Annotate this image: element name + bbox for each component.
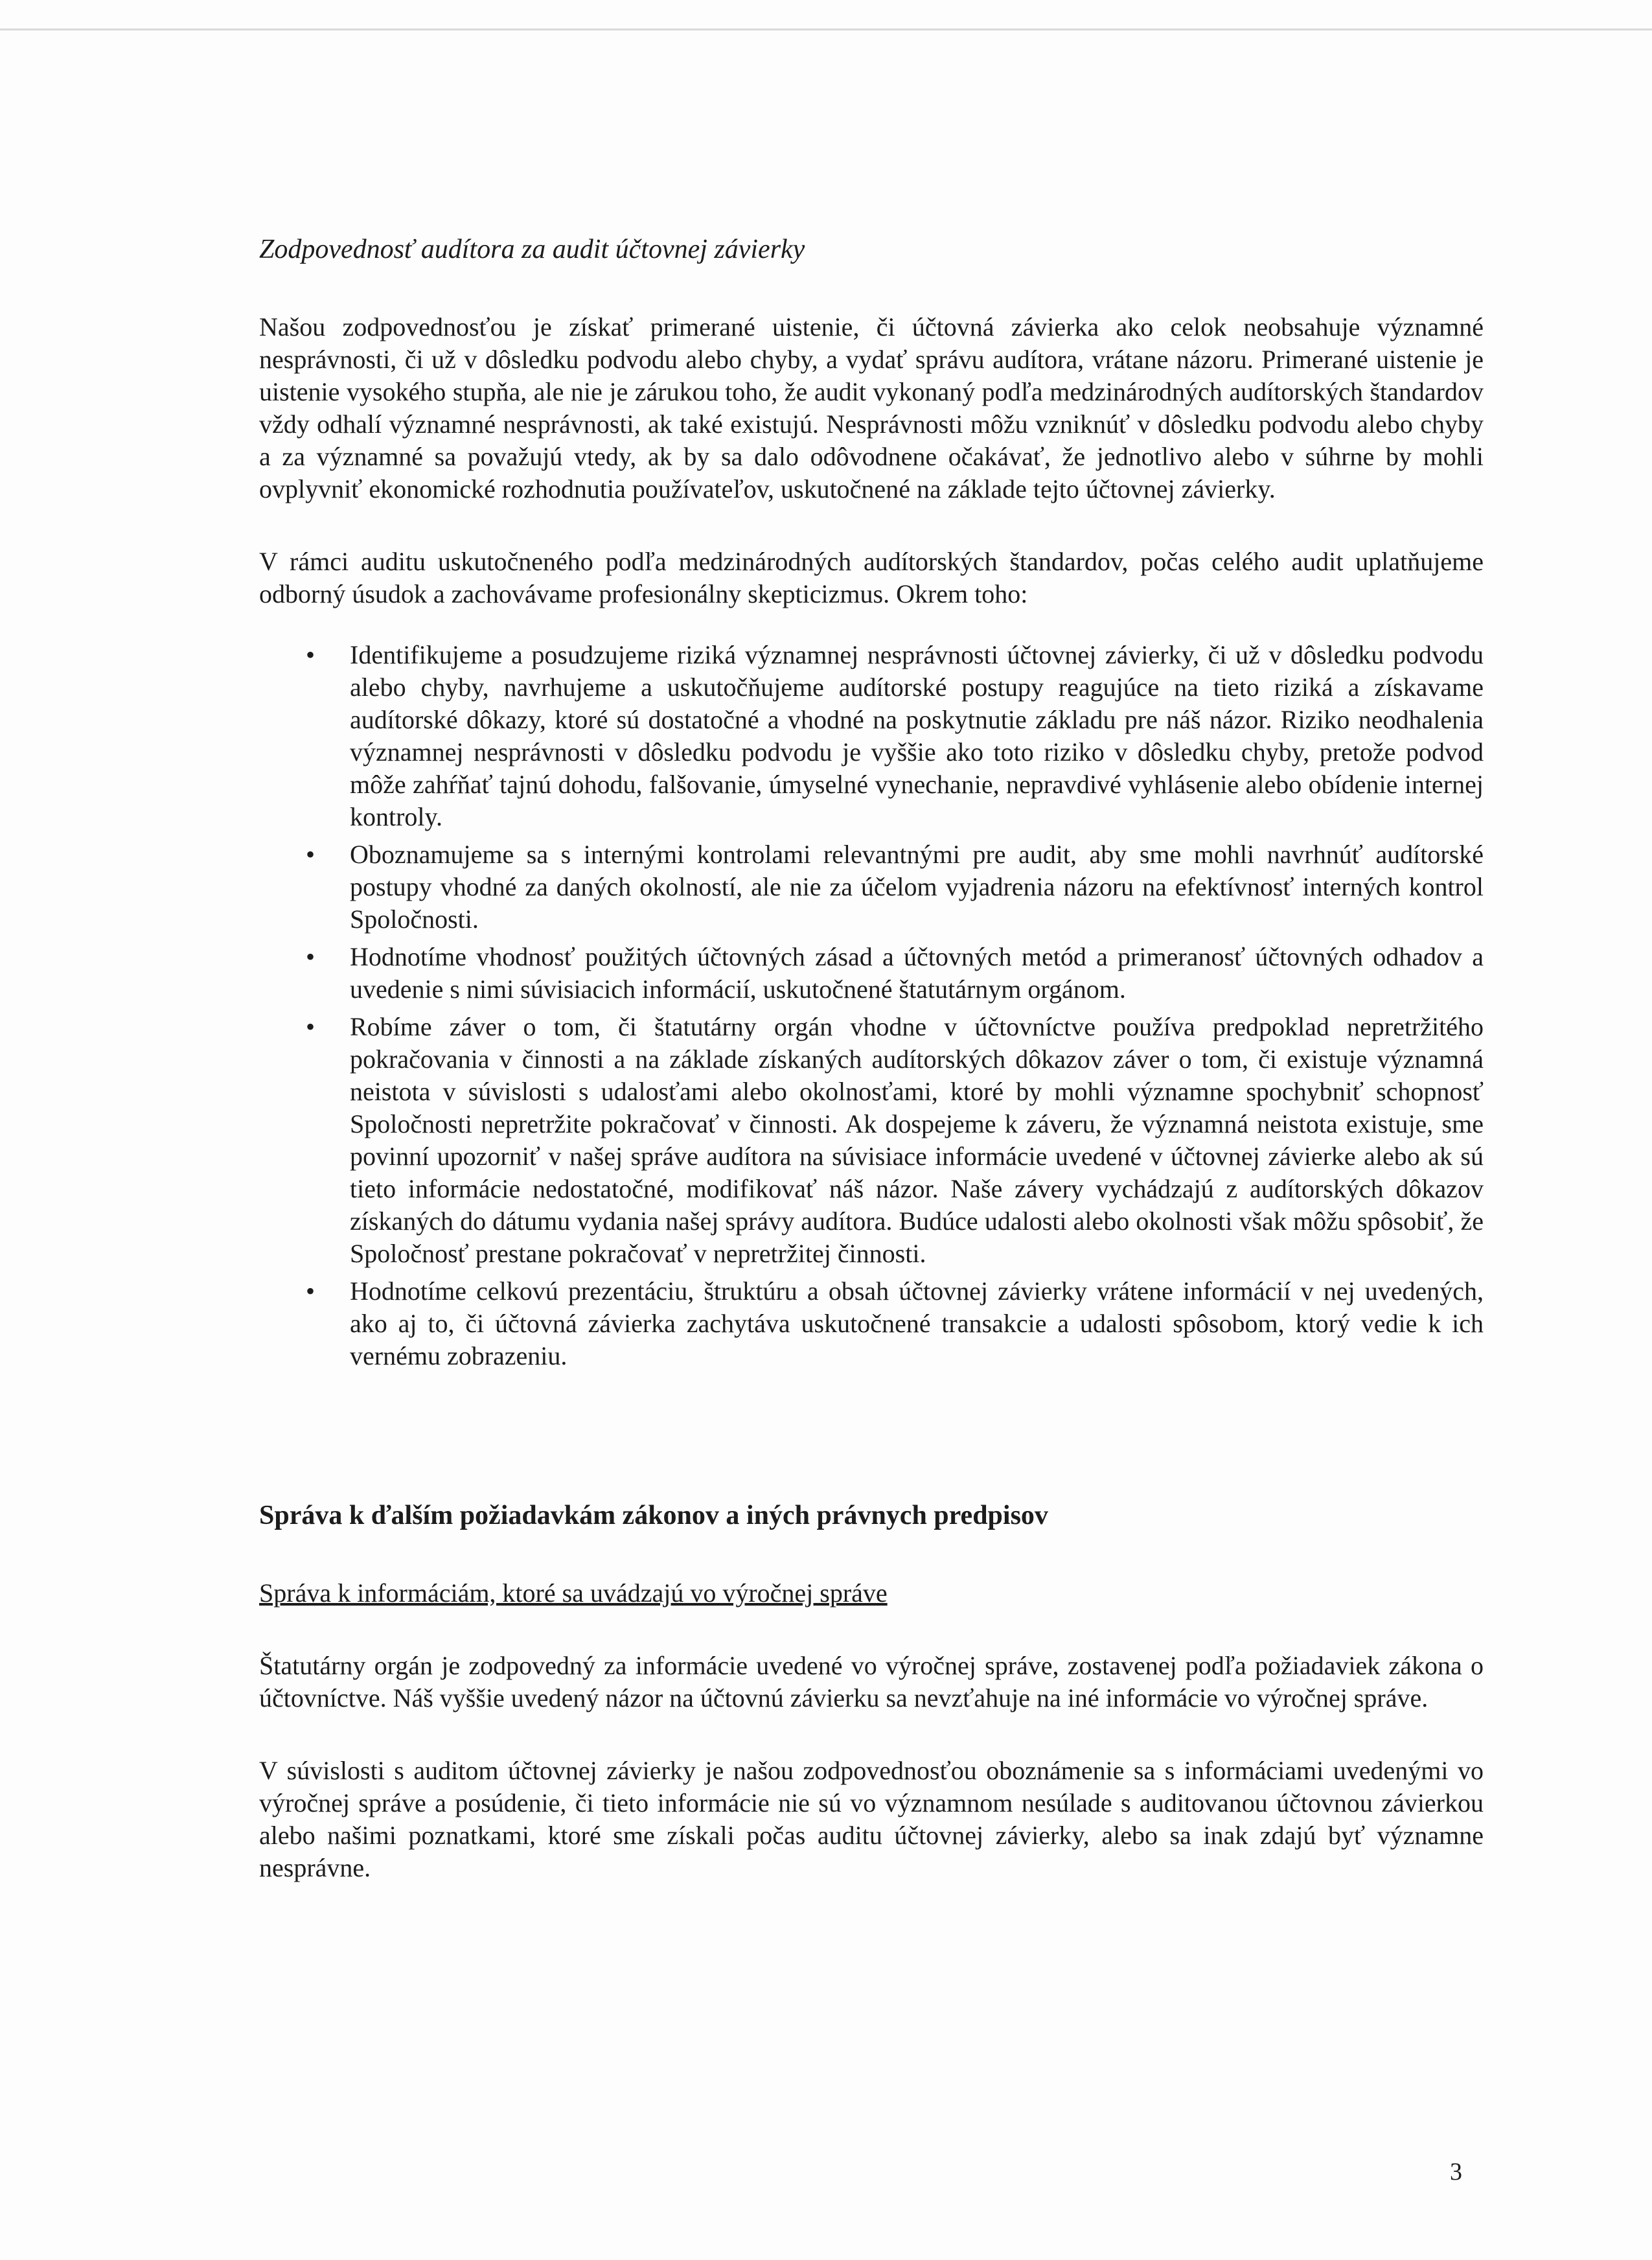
list-item-text: Hodnotíme celkovú prezentáciu, štruktúru a obsah účtovnej závierky vrátene informácií v nej uvedených, ako aj to, či účtovná závierka zachytáva uskutočnené transakcie a udalosti spôsobom, ktorý vedie k ich vernému zobrazeniu. bbox=[350, 1276, 1484, 1370]
page-number: 3 bbox=[1450, 2158, 1462, 2185]
list-item-text: Robíme záver o tom, či štatutárny orgán vhodne v účtovníctve používa predpoklad nepretržitého pokračovania v činnosti a na základe získaných audítorských dôkazov záver o tom, či existuje významná neistota v súvislosti s udalosťami alebo okolnosťami, ktoré by mohli významne spochybniť schopnosť Spoločnosti nepretržite pokračovať v činnosti. Ak dospejeme k záveru, že významná neistota existuje, sme povinní upozorniť v našej správe audítora na súvisiace informácie uvedené v účtovnej závierke alebo ak sú tieto informácie nedostatočné, modifikovať náš názor. Naše závery vychádzajú z audítorských dôkazov získaných do dátumu vydania našej správy audítora. Budúce udalosti alebo okolnosti však môžu spôsobiť, že Spoločnosť prestane pokračovať v nepretržitej činnosti. bbox=[350, 1012, 1484, 1268]
bullet-icon: • bbox=[306, 1276, 315, 1306]
bullet-icon: • bbox=[306, 942, 315, 971]
auditor-responsibility-heading: Zodpovednosť audítora za audit účtovnej závierky bbox=[259, 235, 805, 264]
bullet-icon: • bbox=[306, 840, 315, 869]
scan-edge-line bbox=[0, 29, 1652, 30]
list-item bbox=[306, 1275, 1484, 1372]
list-item bbox=[306, 941, 1484, 1006]
page-content bbox=[259, 233, 1484, 1924]
list-item bbox=[306, 1011, 1484, 1270]
paragraph-professional-judgement: V rámci auditu uskutočneného podľa medzinárodných audítorských štandardov, počas celého audit uplatňujeme odborný úsudok a zachovávame profesionálny skepticizmus. Okrem toho: bbox=[259, 547, 1484, 608]
bullet-icon: • bbox=[306, 1012, 315, 1041]
paragraph-annual-report-review: V súvislosti s auditom účtovnej závierky je našou zodpovednosťou oboznámenie sa s informáciami uvedenými vo výročnej správe a posúdenie, či tieto informácie nie sú vo významnom nesúlade s auditovanou účtovnou závierkou alebo našimi poznatkami, ktoré sme získali počas auditu účtovnej závierky, alebo sa inak zdajú byť významne nesprávne. bbox=[259, 1756, 1484, 1882]
list-item bbox=[306, 838, 1484, 936]
paragraph-reasonable-assurance: Našou zodpovednosťou je získať primerané uistenie, či účtovná závierka ako celok neobsahuje významné nesprávnosti, či už v dôsledku podvodu alebo chyby, a vydať správu audítora, vrátane názoru. Primerané uistenie je uistenie vysokého stupňa, ale nie je zárukou toho, že audit vykonaný podľa medzinárodných audítorských štandardov vždy odhalí významné nesprávnosti, ak také existujú. Nesprávnosti môžu vzniknúť v dôsledku podvodu alebo chyby a za významné sa považujú vtedy, ak by sa dalo odôvodnene očakávať, že jednotlivo alebo v súhrne by mohli ovplyvniť ekonomické rozhodnutia používateľov, uskutočnené na základe tejto účtovnej závierky. bbox=[259, 312, 1484, 503]
list-item-text: Oboznamujeme sa s internými kontrolami relevantnými pre audit, aby sme mohli navrhnúť audítorské postupy vhodné za daných okolností, ale nie za účelom vyjadrenia názoru na efektívnosť interných kontrol Spoločnosti. bbox=[350, 840, 1484, 934]
audit-procedures-list bbox=[259, 639, 1484, 1372]
annual-report-subheading: Správa k informáciám, ktoré sa uvádzajú vo výročnej správe bbox=[259, 1578, 888, 1608]
list-item-text: Identifikujeme a posudzujeme riziká významnej nesprávnosti účtovnej závierky, či už v dôsledku podvodu alebo chyby, navrhujeme a uskutočňujeme audítorské postupy reagujúce na tieto riziká a získavame audítorské dôkazy, ktoré sú dostatočné a vhodné na poskytnutie základu pre náš názor. Riziko neodhalenia významnej nesprávnosti v dôsledku podvodu je vyššie ako toto riziko v dôsledku chyby, pretože podvod môže zahŕňať tajnú dohodu, falšovanie, úmyselné vynechanie, nepravdivé vyhlásenie alebo obídenie internej kontroly. bbox=[350, 640, 1484, 831]
paragraph-statutory-body-responsibility: Štatutárny orgán je zodpovedný za informácie uvedené vo výročnej správe, zostavenej podľa požiadaviek zákona o účtovníctve. Náš vyššie uvedený názor na účtovnú závierku sa nevzťahuje na iné informácie vo výročnej správe. bbox=[259, 1651, 1484, 1712]
list-item bbox=[306, 639, 1484, 833]
list-item-text: Hodnotíme vhodnosť použitých účtovných zásad a účtovných metód a primeranosť účtovných odhadov a uvedenie s nimi súvisiacich informácií, uskutočnené štatutárnym orgánom. bbox=[350, 942, 1484, 1004]
other-legal-requirements-heading: Správa k ďalším požiadavkám zákonov a iných právnych predpisov bbox=[259, 1501, 1048, 1530]
bullet-icon: • bbox=[306, 640, 315, 669]
